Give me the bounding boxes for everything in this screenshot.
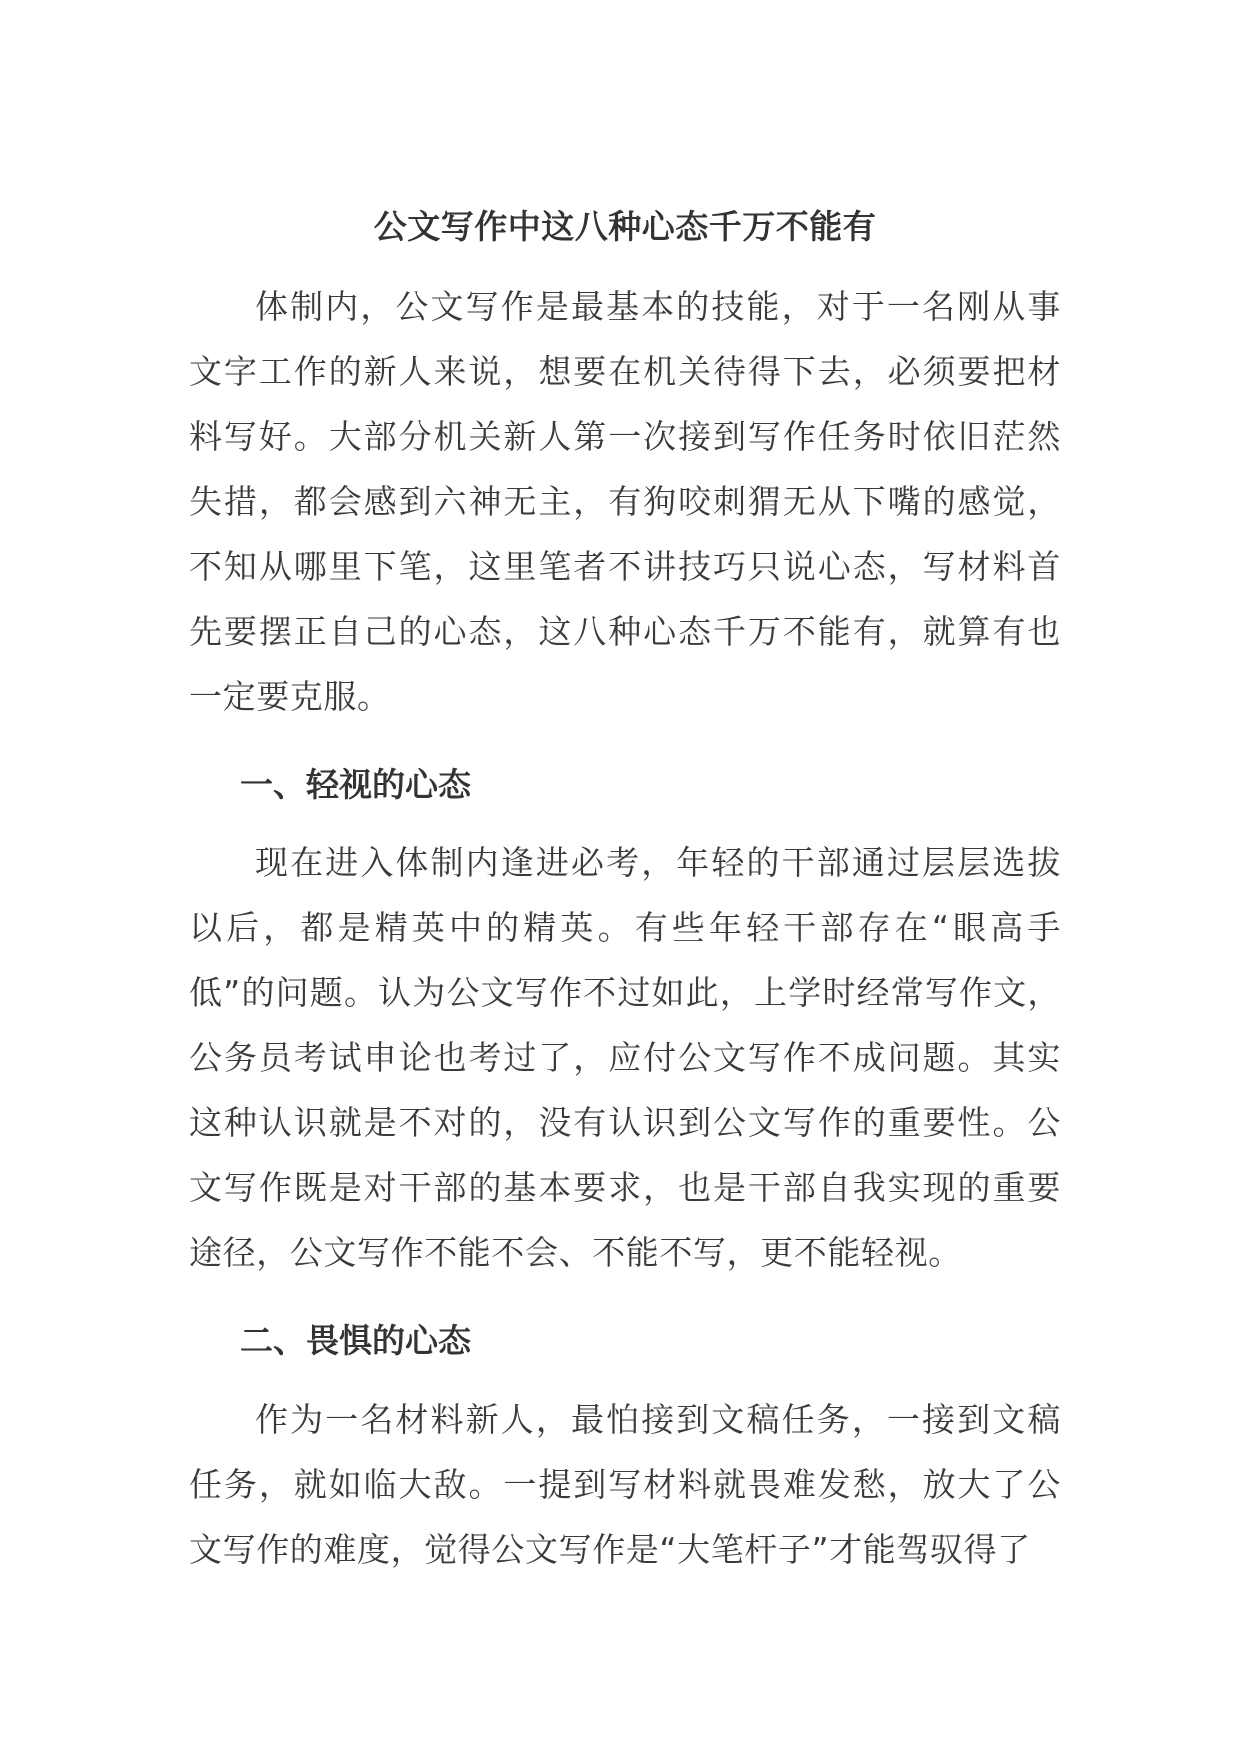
section-heading-1: 一、轻视的心态	[240, 765, 471, 804]
section-body-1: 现在进入体制内逢进必考，年轻的干部通过层层选拔以后，都是精英中的精英。有些年轻干部存在“眼高手低”的问题。认为公文写作不过如此，上学时经常写作文，公务员考试申论也考过了，应付公文写作不成问题。其实这种认识就是不对的，没有认识到公文写作的重要性。公文写作既是对干部的基本要求，也是干部自我实现的重要途径，公文写作不能不会、不能不写，更不能轻视。	[189, 843, 1061, 1272]
intro-paragraph: 体制内，公文写作是最基本的技能，对于一名刚从事文字工作的新人来说，想要在机关待得下去，必须要把材料写好。大部分机关新人第一次接到写作任务时依旧茫然失措，都会感到六神无主，有狗咬刺猬无从下嘴的感觉，不知从哪里下笔，这里笔者不讲技巧只说心态，写材料首先要摆正自己的心态，这八种心态千万不能有，就算有也一定要克服。	[189, 287, 1061, 716]
document-title: 公文写作中这八种心态千万不能有	[373, 207, 877, 246]
section-body-2: 作为一名材料新人，最怕接到文稿任务，一接到文稿任务，就如临大敌。一提到写材料就畏难发愁，放大了公文写作的难度，觉得公文写作是“大笔杆子”才能驾驭得了	[189, 1400, 1061, 1569]
section-heading-2: 二、畏惧的心态	[240, 1321, 471, 1360]
